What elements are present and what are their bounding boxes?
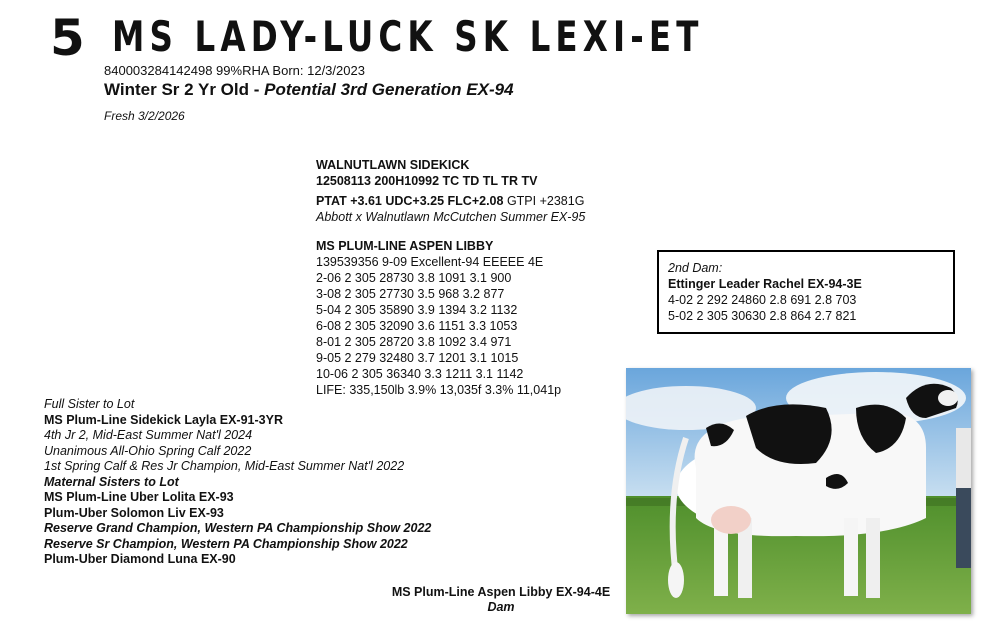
full-sister-name: MS Plum-Line Sidekick Layla EX-91-3YR <box>44 412 283 427</box>
maternal-sister-line: Plum-Uber Diamond Luna EX-90 <box>44 552 236 566</box>
full-sister-honor: Unanimous All-Ohio Spring Calf 2022 <box>44 443 252 458</box>
sire-gtpi: GTPI +2381G <box>503 194 585 208</box>
maternal-sister-line: Reserve Grand Champion, Western PA Championship Show 2022 <box>44 521 432 535</box>
caption-name: MS Plum-Line Aspen Libby EX-94-4E <box>391 585 611 599</box>
dam-record-line: 9-05 2 279 32480 3.7 1201 3.1 1015 <box>316 351 519 365</box>
sire-genomics-bold: PTAT +3.61 UDC+3.25 FLC+2.08 <box>316 194 504 208</box>
lot-number: 5 <box>50 9 86 67</box>
cow-photo-illustration <box>626 368 971 614</box>
dam-classification: 139539356 9-09 Excellent-94 EEEEE 4E <box>316 255 544 269</box>
fresh-date: Fresh 3/2/2026 <box>104 109 185 123</box>
maternal-sister-line: Plum-Uber Solomon Liv EX-93 <box>44 505 224 520</box>
maternal-sisters-list <box>44 490 431 568</box>
sire-pedigree: Abbott x Walnutlawn McCutchen Summer EX-95 <box>316 210 586 224</box>
second-dam-record-line: 5-02 2 305 30630 2.8 864 2.7 821 <box>668 309 857 323</box>
dam-lifetime: LIFE: 335,150lb 3.9% 13,035f 3.3% 11,041p <box>316 383 562 397</box>
caption-role: Dam <box>487 600 515 614</box>
full-sister-honors <box>44 428 431 475</box>
sisters-block <box>44 397 431 568</box>
class-separator: - <box>249 80 265 99</box>
full-sister-honor: 1st Spring Calf & Res Jr Champion, Mid-East Summer Nat'l 2022 <box>44 459 405 473</box>
second-dam-heading: 2nd Dam: <box>668 261 723 275</box>
lot-title: MS LADY-LUCK SK LEXI-ET <box>112 12 704 61</box>
maternal-sisters-heading: Maternal Sisters to Lot <box>44 474 179 489</box>
dam-name: MS PLUM-LINE ASPEN LIBBY <box>316 239 494 253</box>
registration-line: 840003284142498 99%RHA Born: 12/3/2023 <box>104 63 365 78</box>
dam-record-line: 3-08 2 305 27730 3.5 968 3.2 877 <box>316 287 505 301</box>
dam-record-line: 10-06 2 305 36340 3.3 1211 3.1 1142 <box>316 367 524 381</box>
second-dam-box <box>657 250 955 334</box>
dam-records <box>316 270 585 382</box>
dam-photo <box>626 368 971 614</box>
class-line <box>104 80 514 100</box>
full-sister-heading: Full Sister to Lot <box>44 397 135 411</box>
potential-generation: Potential 3rd Generation EX-94 <box>264 80 514 99</box>
pedigree-block <box>316 157 585 398</box>
maternal-sister-line: MS Plum-Line Uber Lolita EX-93 <box>44 490 234 504</box>
maternal-sister-line: Reserve Sr Champion, Western PA Championship Show 2022 <box>44 536 408 551</box>
dam-record-line: 8-01 2 305 28720 3.8 1092 3.4 971 <box>316 335 512 349</box>
full-sister-honor: 4th Jr 2, Mid-East Summer Nat'l 2024 <box>44 428 253 442</box>
dam-record-line: 5-04 2 305 35890 3.9 1394 3.2 1132 <box>316 303 518 317</box>
second-dam-records <box>668 292 953 324</box>
sire-codes: 12508113 200H10992 TC TD TL TR TV <box>316 174 538 188</box>
class-name: Winter Sr 2 Yr Old <box>104 80 250 99</box>
sire-genomics <box>316 193 585 209</box>
second-dam-record-line: 4-02 2 292 24860 2.8 691 2.8 703 <box>668 293 857 307</box>
dam-record-line: 6-08 2 305 32090 3.6 1151 3.3 1053 <box>316 319 518 333</box>
sire-name: WALNUTLAWN SIDEKICK <box>316 158 470 172</box>
second-dam-name: Ettinger Leader Rachel EX-94-3E <box>668 277 862 291</box>
dam-record-line: 2-06 2 305 28730 3.8 1091 3.1 900 <box>316 271 512 285</box>
photo-caption <box>384 585 618 615</box>
